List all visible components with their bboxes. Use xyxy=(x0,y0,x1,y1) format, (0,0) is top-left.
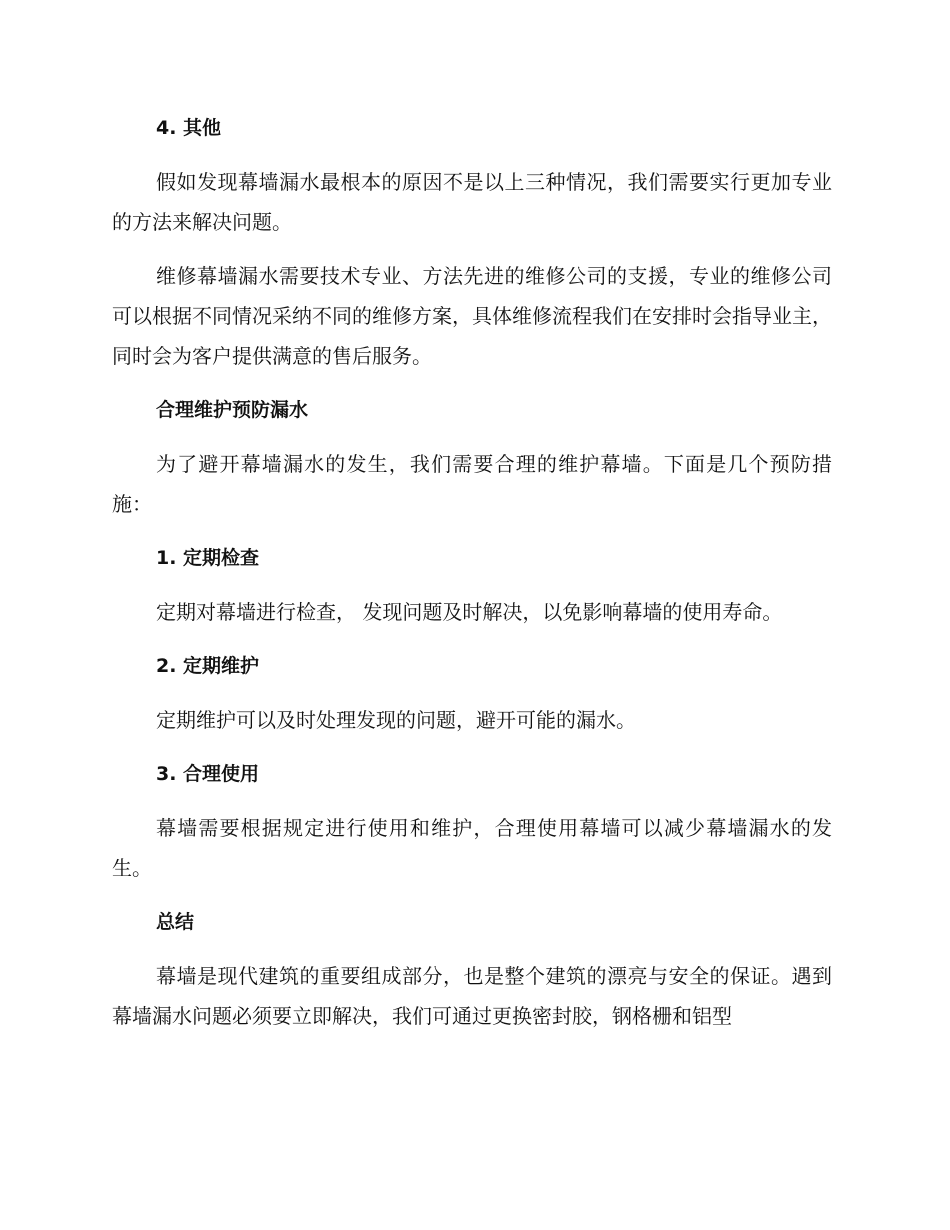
paragraph-repair-company: 维修幕墙漏水需要技术专业、方法先进的维修公司的支援，专业的维修公司可以根据不同情况采纳不同的维修方案，具体维修流程我们在安排时会指导业主，同时会为客户提供满意的售后服务。 xyxy=(112,264,832,368)
section-heading-other: 4. 其他 xyxy=(156,117,222,139)
section-heading-prevention: 合理维护预防漏水 xyxy=(156,399,309,421)
paragraph-proper-use: 幕墙需要根据规定进行使用和维护，合理使用幕墙可以减少幕墙漏水的发生。 xyxy=(112,816,832,880)
paragraph-other-intro: 假如发现幕墙漏水最根本的原因不是以上三种情况，我们需要实行更加专业的方法来解决问题。 xyxy=(112,170,832,234)
paragraph-prevention-intro: 为了避开幕墙漏水的发生，我们需要合理的维护幕墙。下面是几个预防措施： xyxy=(112,452,832,516)
paragraph-maintenance: 定期维护可以及时处理发现的问题，避开可能的漏水。 xyxy=(156,708,636,732)
paragraph-inspection: 定期对幕墙进行检查， 发现问题及时解决，以免影响幕墙的使用寿命。 xyxy=(156,600,783,624)
section-heading-summary: 总结 xyxy=(156,911,195,933)
section-heading-maintenance: 2. 定期维护 xyxy=(156,655,260,677)
section-heading-inspection: 1. 定期检查 xyxy=(156,547,260,569)
section-heading-proper-use: 3. 合理使用 xyxy=(156,763,260,785)
paragraph-summary: 幕墙是现代建筑的重要组成部分，也是整个建筑的漂亮与安全的保证。遇到幕墙漏水问题必须要立即解决，我们可通过更换密封胶，钢格栅和铝型 xyxy=(112,964,832,1028)
document-page xyxy=(112,108,832,1050)
